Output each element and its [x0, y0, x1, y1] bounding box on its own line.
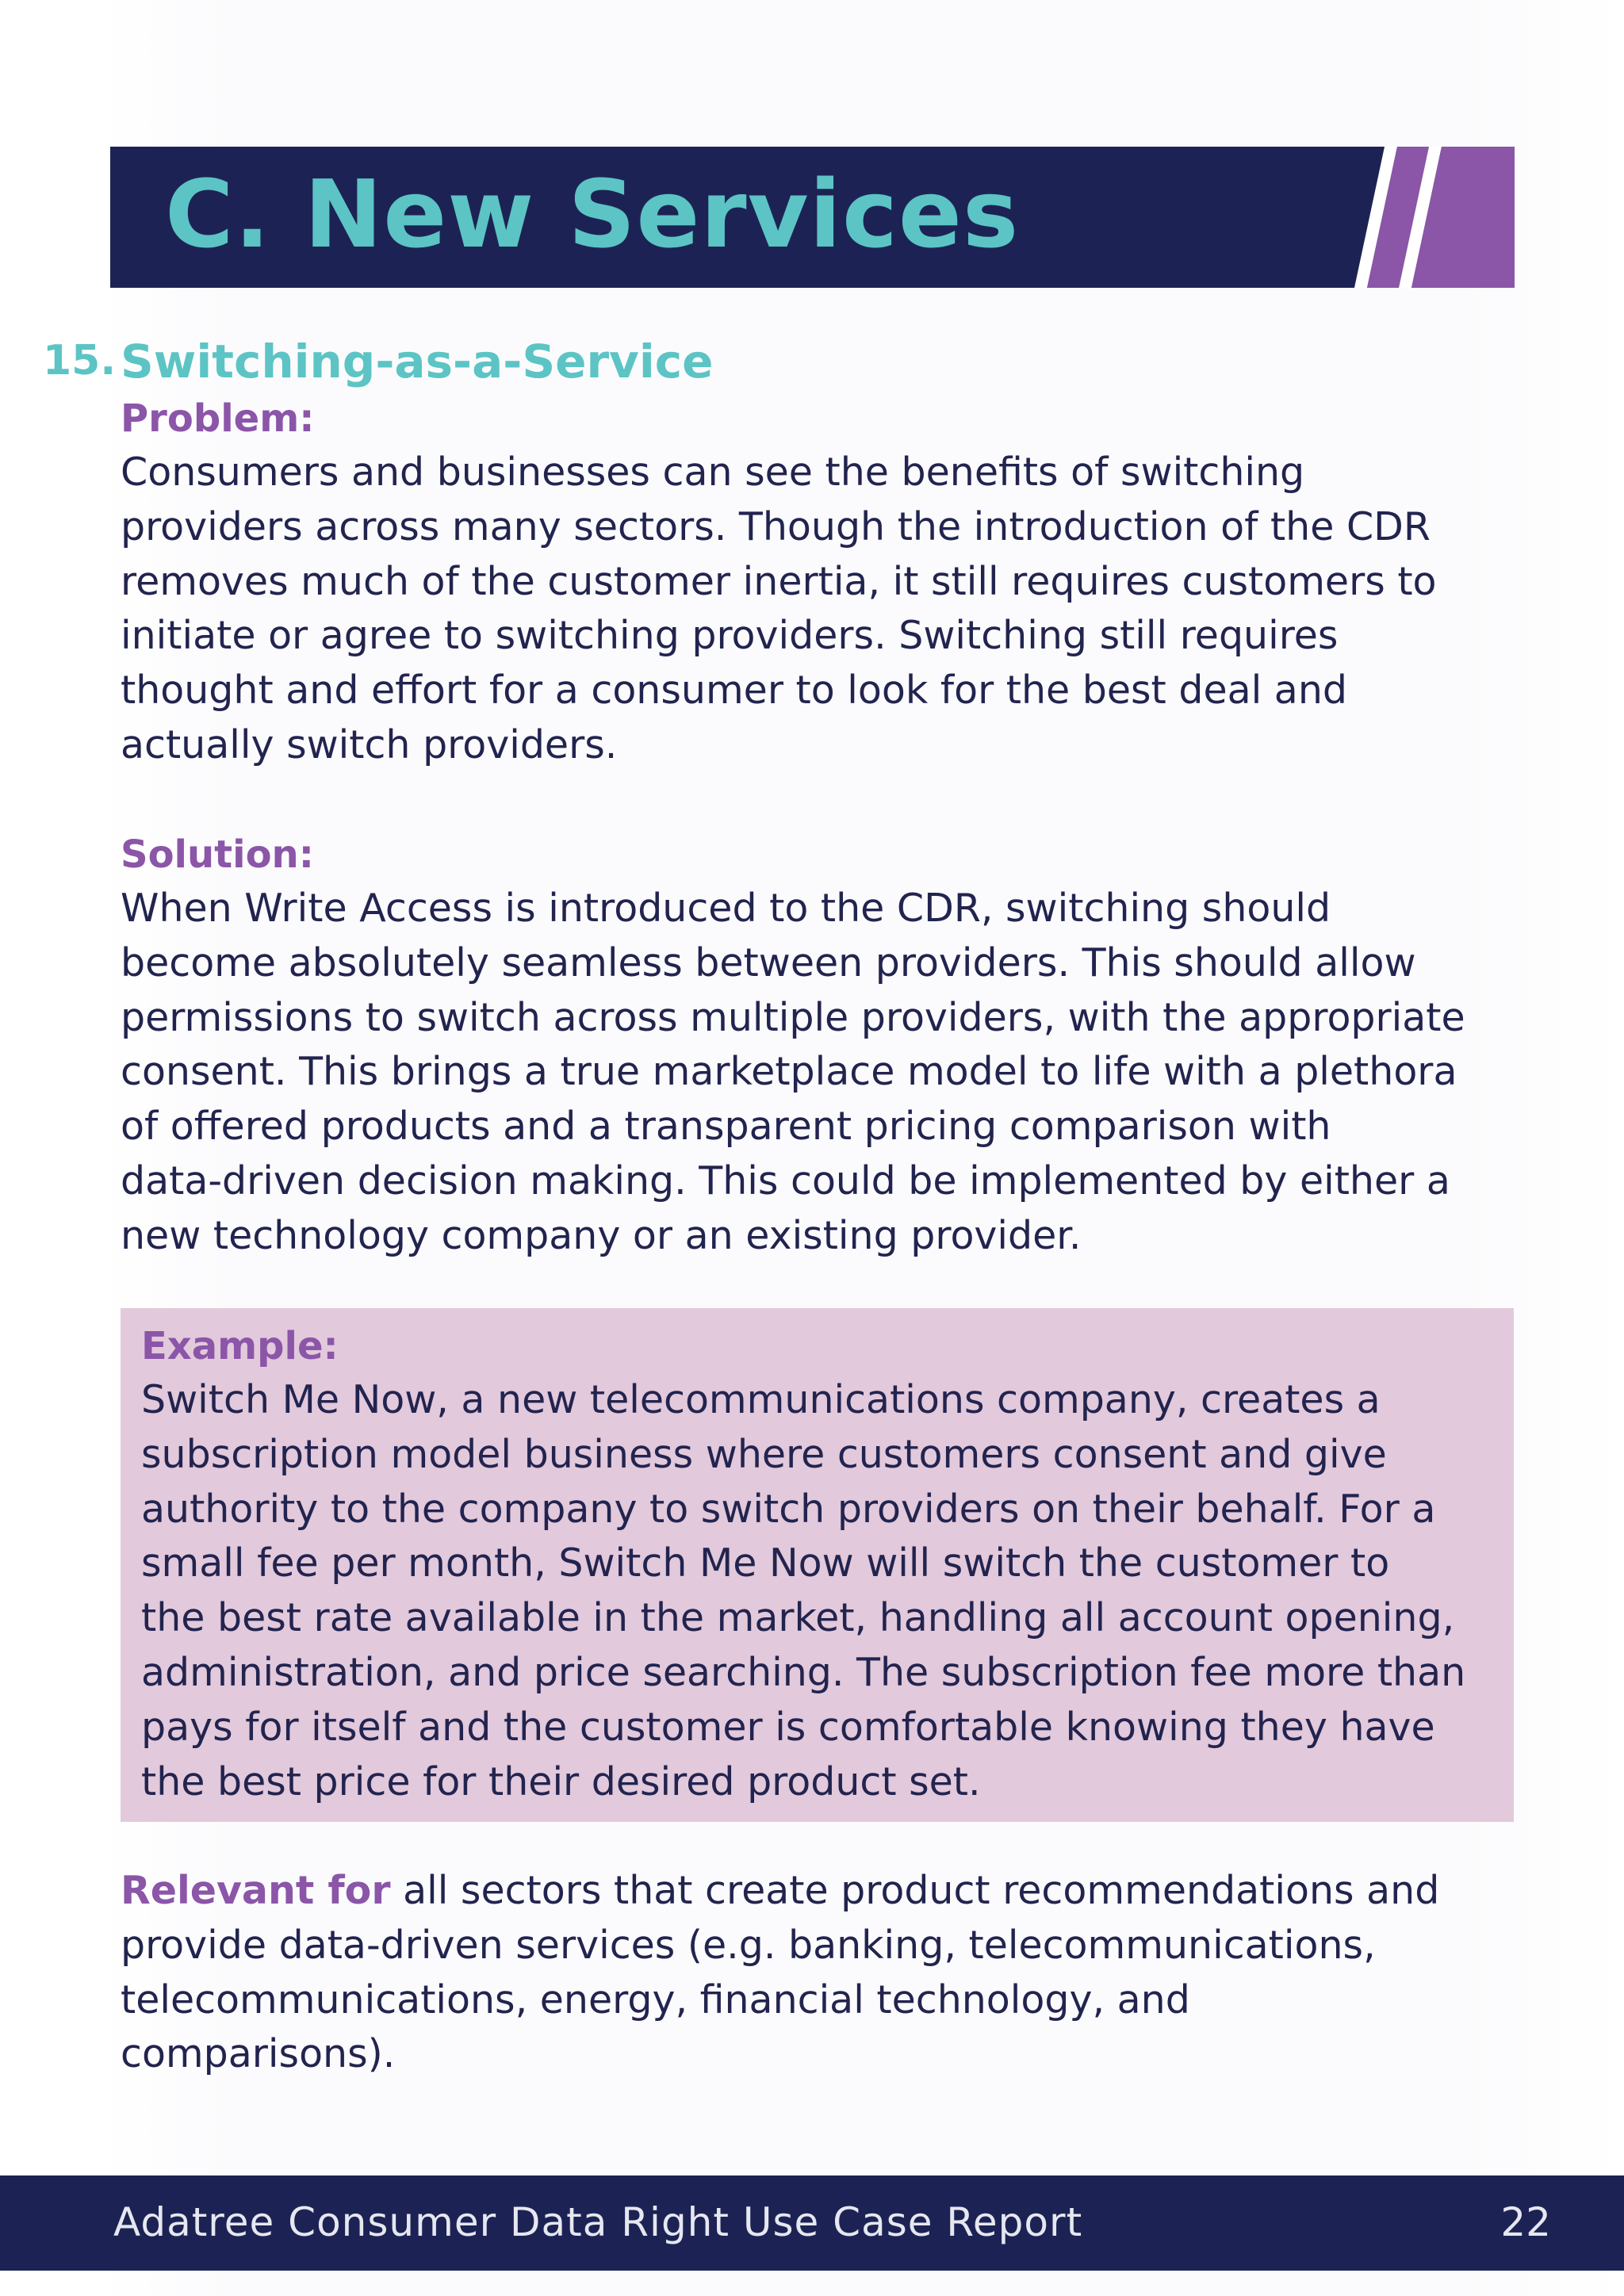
banner-stripes-decoration [1332, 147, 1515, 288]
page-number: 22 [1500, 2199, 1551, 2245]
solution-text: When Write Access is introduced to the CDR, switching should become absolutely seamless between providers. This should allow permissions to switch across multiple providers, with the appropriate consent. This brings a true marketplace model to life with a plethora of offered products and a transparent pricing comparison with data-driven decision making. This could be implemented by either a new technology company or an existing provider. [121, 886, 1465, 1258]
problem-text: Consumers and businesses can see the benefits of switching providers across many sectors. Though the introduction of the CDR removes much of the customer inertia, it still requires customers to initiate or agree to switching providers. Switching still requires thought and effort for a consumer to look for the best deal and actually switch providers. [121, 450, 1437, 767]
example-text: Switch Me Now, a new telecommunications company, creates a subscription model business where customers consent and give authority to the company to switch providers on their behalf. For a small fee per month, Switch Me Now will switch the customer to the best rate available in the market, handling all account opening, administration, and price searching. The subscription fee more than pays for itself and the customer is comfortable knowing they have the best price for their desired product set. [141, 1377, 1466, 1804]
footer-report-title: Adatree Consumer Data Right Use Case Report [113, 2199, 1083, 2245]
relevant-paragraph [121, 1864, 1516, 2082]
example-label: Example: [141, 1324, 339, 1368]
relevant-text: all sectors that create product recommendations and provide data-driven services (e.g. banking, telecommunications, telecommunications, energy, financial technology, and comparisons). [121, 1868, 1440, 2077]
item-title: Switching-as-a-Service [121, 335, 714, 388]
solution-label: Solution: [121, 832, 314, 877]
relevant-label: Relevant for [121, 1868, 391, 1913]
problem-label: Problem: [121, 396, 315, 441]
item-number: 15. [43, 337, 117, 385]
section-title: C. New Services [165, 159, 1020, 269]
